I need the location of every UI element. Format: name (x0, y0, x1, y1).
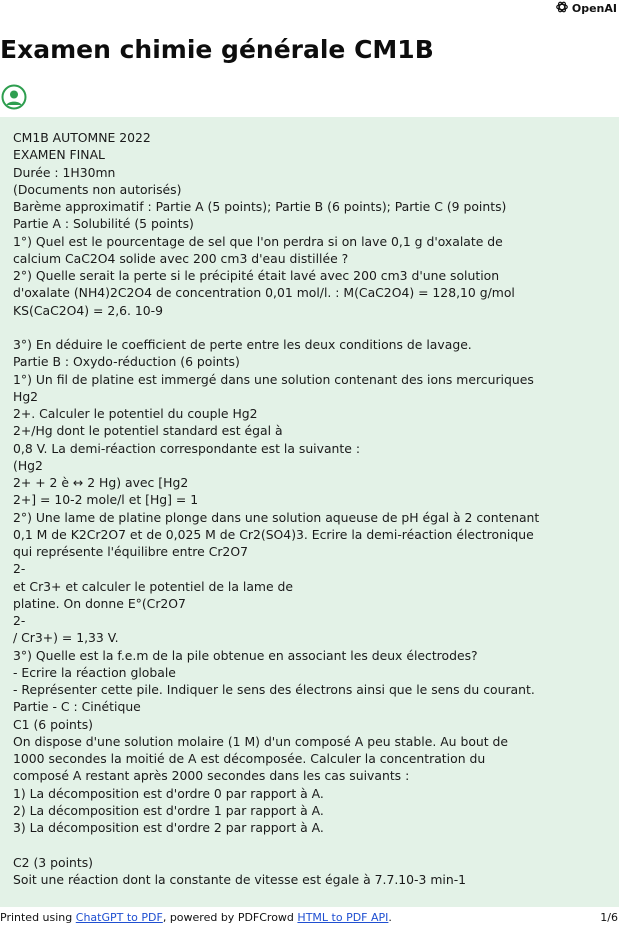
message-line: KS(CaC2O4) = 2,6. 10-9 (13, 302, 164, 318)
message-line: 2+. Calculer le potentiel du couple Hg2 (13, 406, 258, 421)
message-line: 3°) Quelle est la f.e.m de la pile obtenue en associant les deux électrodes? (13, 647, 478, 663)
message-line: calcium CaC2O4 solide avec 200 cm3 d'eau distillée ? (13, 250, 349, 266)
message-line: Hg2 (13, 388, 39, 404)
message-line: qui représente l'équilibre entre Cr2O7 (13, 544, 248, 559)
message-line: EXAMEN FINAL (13, 147, 105, 163)
user-avatar-icon (1, 84, 27, 110)
message-line: Soit une réaction dont la constante de vitesse est égale à 7.7.10-3 min-1 (13, 871, 467, 887)
page-number: 1/6 (600, 911, 618, 924)
message-line: / Cr3+) = 1,33 V. (13, 630, 119, 646)
message-line: CM1B AUTOMNE 2022 (13, 130, 151, 145)
chatgpt-to-pdf-link[interactable]: ChatGPT to PDF (75, 911, 163, 924)
message-line: C1 (6 points) (13, 716, 94, 732)
message-line: Barème approximatif : Partie A (5 points); Partie B (6 points); Partie C (9 points) (13, 199, 507, 214)
message-line: 2°) Une lame de platine plonge dans une solution aqueuse de pH égal à 2 contenant (13, 509, 540, 525)
message-line: 2- (13, 613, 26, 628)
footer-prefix: Printed using (0, 911, 76, 924)
message-line: 0,8 V. La demi-réaction correspondante est la suivante : (13, 440, 361, 456)
message-line: (Hg2 (13, 457, 43, 473)
message-line: 2+] = 10-2 mole/l et [Hg] = 1 (13, 492, 199, 508)
footer-middle: , powered by PDFCrowd (162, 911, 298, 924)
openai-brand (555, 0, 617, 16)
message-line: Partie A : Solubilité (5 points) (13, 216, 194, 232)
message-line: Partie - C : Cinétique (13, 699, 141, 715)
message-line: et Cr3+ et calculer le potentiel de la lame de (13, 578, 294, 594)
message-line: 1000 secondes la moitié de A est décomposée. Calculer la concentration du (13, 751, 486, 766)
message-line: d'oxalate (NH4)2C2O4 de concentration 0,01 mol/l. : M(CaC2O4) = 128,10 g/mol (13, 285, 515, 301)
message-line: On dispose d'une solution molaire (1 M) d'un composé A peu stable. Au bout de (13, 733, 509, 749)
message-line: 2°) Quelle serait la perte si le précipité était lavé avec 200 cm3 d'une solution (13, 268, 500, 283)
message-line: composé A restant après 2000 secondes dans les cas suivants : (13, 768, 410, 784)
message-line: 1°) Un fil de platine est immergé dans une solution contenant des ions mercuriques (13, 371, 534, 387)
message-line: C2 (3 points) (13, 854, 94, 870)
openai-logo-icon (555, 0, 569, 17)
message-line: Durée : 1H30mn (13, 164, 116, 180)
message-line: 0,1 M de K2Cr2O7 et de 0,025 M de Cr2(SO4)3. Ecrire la demi-réaction électronique (13, 526, 534, 542)
print-footer (0, 910, 619, 925)
message-line (13, 319, 619, 336)
message-line: 3°) En déduire le coefficient de perte entre les deux conditions de lavage. (13, 337, 472, 352)
message-line: - Représenter cette pile. Indiquer le sens des électrons ainsi que le sens du courant. (13, 682, 535, 697)
message-line: Partie B : Oxydo-réduction (6 points) (13, 354, 240, 370)
message-line: 2+ + 2 è ↔ 2 Hg) avec [Hg2 (13, 475, 189, 490)
message-line: 3) La décomposition est d'ordre 2 par rapport à A. (13, 820, 324, 835)
message-line: 2- (13, 561, 26, 577)
footer-suffix: . (388, 911, 392, 924)
message-line: 2+/Hg dont le potentiel standard est égal à (13, 423, 283, 439)
message-line: 2) La décomposition est d'ordre 1 par rapport à A. (13, 802, 324, 818)
message-line (13, 836, 619, 853)
message-line: 1) La décomposition est d'ordre 0 par rapport à A. (13, 785, 324, 801)
brand-name: OpenAI (571, 1, 617, 15)
message-line: - Ecrire la réaction globale (13, 664, 176, 680)
message-content (0, 117, 619, 907)
message-line: platine. On donne E°(Cr2O7 (13, 595, 186, 611)
html-to-pdf-api-link[interactable]: HTML to PDF API (297, 911, 389, 924)
message-line: 1°) Quel est le pourcentage de sel que l'on perdra si on lave 0,1 g d'oxalate de (13, 233, 503, 249)
page-title: Examen chimie générale CM1B (0, 35, 434, 64)
message-line: (Documents non autorisés) (13, 181, 182, 197)
